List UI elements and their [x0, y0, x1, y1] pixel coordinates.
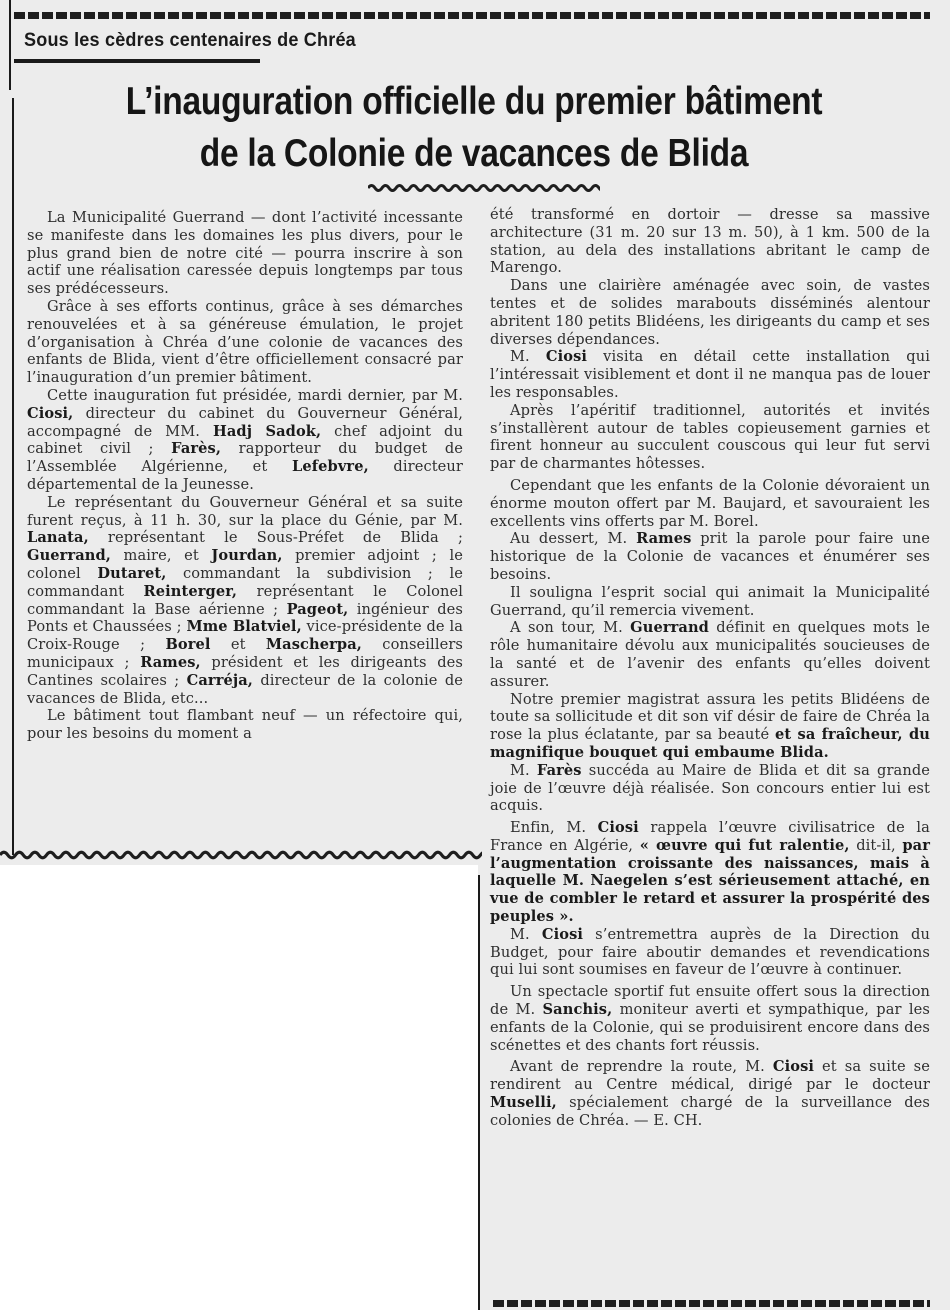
article-paragraph: [27, 209, 463, 298]
headline-line-2: de la Colonie de vacances de Blida: [199, 132, 749, 175]
paragraph-text: moniteur averti et sympathique, par les enfants de la Colonie, qui se produisirent encore dans des scénettes et des chants fort réussis.: [490, 1001, 930, 1054]
paragraph-text: succéda au Maire de Blida et dit sa grande joie de l’œuvre déjà réalisée. Son concours entier lui est acquis.: [490, 761, 931, 815]
headline: [78, 76, 869, 180]
article-paragraph: [490, 983, 930, 1054]
article-paragraph: [490, 277, 930, 348]
article-paragraph: [490, 530, 930, 583]
bottom-dashed-rule: [493, 1300, 930, 1307]
paragraph-text: s’entremettra auprès de la Direction du Budget, pour faire aboutir demandes et revendications qui lui sont soumises en faveur de l’œuvre à continuer.: [490, 925, 930, 979]
headline-line-1: L’inauguration officielle du premier bâtiment: [125, 80, 823, 123]
paragraph-text: été transformé en dortoir — dresse sa massive architecture (31 m. 20 sur 13 m. 50), à 1 km. 500 de la station, au dela des installations abritant le camp de Marengo.: [490, 206, 930, 277]
emphasized-text: Ciosi: [772, 1058, 815, 1076]
paragraph-text: prit la parole pour faire une historique de la Colonie de vacances et énumérer ses besoins.: [490, 530, 931, 583]
paragraph-text: Un spectacle sportif fut ensuite offert sous la direction de M.: [490, 983, 930, 1019]
paragraph-text: représentant le Colonel commandant la Base aérienne ;: [27, 582, 464, 618]
paragraph-text: et: [210, 636, 266, 654]
paragraph-text: directeur de la colonie de vacances de Blida, etc...: [27, 671, 463, 707]
paragraph-text: directeur du cabinet du Gouverneur Général, accompagné de MM.: [27, 404, 463, 440]
paragraph-text: Avant de reprendre la route, M.: [510, 1058, 773, 1076]
article-paragraph: [490, 619, 930, 690]
inner-border-rule: [478, 875, 480, 1310]
emphasized-text: par l’augmentation croissante des naissances, mais à laquelle M. Naegelen s’est sérieusement attaché, en vue de combler le retard et assurer la prospérité des peuples ».: [490, 836, 931, 926]
article-paragraph: [490, 348, 930, 401]
paragraph-text: Le représentant du Gouverneur Général et sa suite furent reçus, à 11 h. 30, sur la place du Génie, par M.: [27, 493, 463, 529]
paragraph-text: M.: [510, 925, 542, 943]
article-paragraph: [27, 387, 463, 494]
emphasized-text: Pageot,: [286, 600, 349, 618]
article-paragraph: [490, 926, 930, 979]
emphasized-text: Reinterger,: [143, 582, 238, 600]
paragraph-text: La Municipalité Guerrand — dont l’activité incessante se manifeste dans les domaines les plus divers, pour le plus grand bien de notre cité — pourra inscrire à son actif une réalisation caressée depuis longtemps par tous ses prédécesseurs.: [27, 209, 463, 298]
emphasized-text: Borel: [165, 636, 211, 654]
emphasized-text: Dutaret,: [97, 564, 167, 582]
article-paragraph: [27, 707, 463, 743]
paragraph-text: et sa suite se rendirent au Centre médical, dirigé par le docteur: [490, 1058, 931, 1094]
paragraph-text: vice-présidente de la Croix-Rouge ;: [27, 618, 464, 654]
article-paragraph: [27, 494, 463, 708]
article-column-right: [490, 206, 930, 1130]
paragraph-text: Notre premier magistrat assura les petits Blidéens de toute sa sollicitude et dit son vif désir de faire de Chréa la rose la plus éclatante, par sa beauté: [490, 690, 930, 744]
emphasized-text: Mascherpa,: [265, 636, 362, 654]
paragraph-text: Cette inauguration fut présidée, mardi dernier, par M.: [47, 386, 463, 404]
emphasized-text: Guerrand,: [27, 547, 111, 565]
paragraph-text: dit-il,: [849, 836, 903, 854]
paragraph-text: ingénieur des Ponts et Chaussées ;: [27, 600, 463, 636]
paragraph-text: Enfin, M.: [510, 819, 598, 837]
emphasized-text: Rames,: [140, 653, 201, 671]
article-paragraph: [490, 819, 930, 926]
article-paragraph: [490, 691, 930, 762]
paragraph-text: Dans une clairière aménagée avec soin, de vastes tentes et de solides marabouts disséminés alentour abritent 180 petits Blidéens, les dirigeants du camp et ses diverses dépendances.: [490, 277, 930, 348]
paragraph-text: rapporteur du budget de l’Assemblée Algérienne, et: [27, 440, 463, 476]
left-border-rule-top: [9, 0, 11, 90]
emphasized-text: Guerrand: [630, 619, 709, 637]
emphasized-text: Ciosi,: [27, 404, 74, 422]
article-paragraph: [490, 402, 930, 473]
paragraph-text: commandant la subdivision ; le commandant: [27, 564, 463, 600]
paragraph-text: Après l’apéritif traditionnel, autorités et invités s’installèrent autour de tables copieusement garnies et firent honneur au succulent couscous qui leur fut servi par de charmantes hôtesses.: [490, 401, 930, 473]
emphasized-text: Ciosi: [597, 819, 639, 837]
kicker-heading: Sous les cèdres centenaires de Chréa: [24, 30, 356, 51]
article-paragraph: [490, 477, 930, 530]
emphasized-text: « œuvre qui fut ralentie,: [639, 836, 850, 854]
paragraph-text: Le bâtiment tout flambant neuf — un réfectoire qui, pour les besoins du moment a: [27, 707, 463, 743]
paragraph-text: M.: [510, 761, 537, 779]
emphasized-text: Mme Blatviel,: [186, 618, 302, 636]
emphasized-text: Farès,: [171, 440, 222, 458]
top-dashed-rule: [14, 12, 930, 19]
emphasized-text: Lefebvre,: [292, 458, 369, 476]
paragraph-text: président et les dirigeants des Cantines scolaires ;: [27, 653, 463, 689]
article-column-left: [27, 209, 463, 743]
emphasized-text: Carréja,: [186, 671, 253, 689]
column-end-wave-rule: [0, 847, 482, 863]
paragraph-text: maire, et: [111, 547, 212, 565]
article-paragraph: [490, 1058, 930, 1129]
paragraph-text: spécialement chargé de la surveillance des colonies de Chréa. — E. CH.: [490, 1094, 930, 1129]
emphasized-text: Jourdan,: [211, 547, 283, 565]
emphasized-text: Muselli,: [490, 1094, 557, 1112]
emphasized-text: Ciosi: [545, 348, 588, 366]
paragraph-text: représentant le Sous-Préfet de Blida ;: [88, 529, 463, 547]
emphasized-text: Sanchis,: [542, 1001, 613, 1019]
emphasized-text: et sa fraîcheur, du magnifique bouquet qui embaume Blida.: [490, 726, 930, 761]
paragraph-text: Grâce à ses efforts continus, grâce à ses démarches renouvelées et à sa généreuse émulation, le projet d’organisation à Chréa d’une colonie de vacances des enfants de Blida, vient d’être officiellement consacré par l’inauguration d’un premier bâtiment.: [27, 297, 463, 387]
paragraph-text: directeur départemental de la Jeunesse.: [27, 458, 463, 493]
paragraph-text: Cependant que les enfants de la Colonie dévoraient un énorme mouton offert par M. Baujard, et savouraient les excellents vins offerts par M. Borel.: [490, 476, 930, 530]
paragraph-text: visita en détail cette installation qui l’intéressait visiblement et dont il ne manqua pas de louer les responsables.: [490, 348, 930, 401]
article-paragraph: [490, 762, 930, 815]
article-paragraph: [490, 206, 930, 277]
emphasized-text: Ciosi: [541, 925, 584, 943]
emphasized-text: Rames: [636, 530, 692, 548]
article-paragraph: [490, 584, 930, 620]
headline-wave-ornament: [368, 181, 600, 195]
paragraph-text: Au dessert, M.: [510, 530, 637, 548]
paragraph-text: conseillers municipaux ;: [27, 636, 463, 671]
paragraph-text: A son tour, M.: [510, 619, 631, 637]
paragraph-text: définit en quelques mots le rôle humanitaire dévolu aux municipalités soucieuses de la santé et de l’avenir des enfants qu’elles doivent assurer.: [490, 619, 930, 690]
paragraph-text: M.: [510, 348, 546, 366]
article-paragraph: [27, 298, 463, 387]
emphasized-text: Hadj Sadok,: [212, 422, 322, 440]
emphasized-text: Farès: [536, 761, 582, 779]
paragraph-text: Il souligna l’esprit social qui animait la Municipalité Guerrand, qu’il remercia vivement.: [490, 583, 930, 619]
paragraph-text: chef adjoint du cabinet civil ;: [27, 422, 463, 458]
left-border-rule: [12, 98, 14, 855]
paragraph-text: rappela l’œuvre civilisatrice de la France en Algérie,: [490, 819, 930, 854]
emphasized-text: Lanata,: [27, 529, 89, 547]
kicker-underline: [14, 59, 260, 63]
paragraph-text: premier adjoint ; le colonel: [27, 547, 463, 582]
